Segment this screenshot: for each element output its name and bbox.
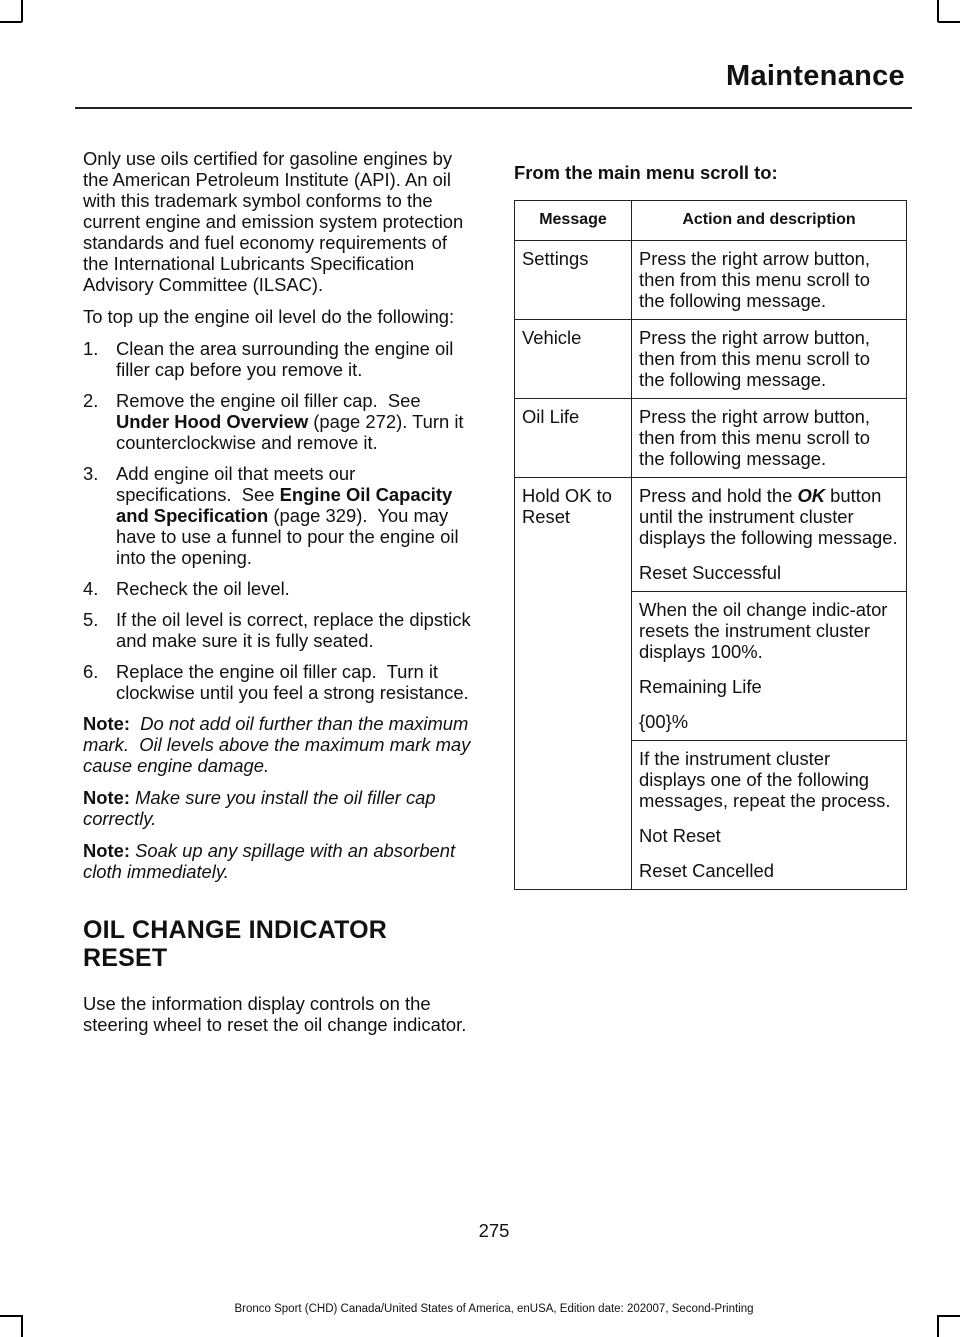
display-message: Not Reset bbox=[639, 825, 721, 846]
ok-key-label: OK bbox=[797, 485, 826, 506]
note-paragraph: Note: Do not add oil further than the maximum mark. Oil levels above the maximum mark may cause engine damage. bbox=[83, 713, 471, 776]
table-row bbox=[515, 399, 907, 478]
action-cell: Press and hold the OK button until the instrument cluster displays the following message. Reset Successful bbox=[632, 478, 907, 592]
engine-oil-capacity-link[interactable]: Engine Oil Capacity and Specification bbox=[116, 484, 453, 526]
page-number: 275 bbox=[478, 1220, 510, 1241]
display-message: Reset Successful bbox=[639, 562, 782, 583]
step-item: 6. Replace the engine oil filler cap. Turn it clockwise until you feel a strong resistance. bbox=[83, 661, 469, 703]
top-up-steps bbox=[83, 338, 475, 703]
table-header-row bbox=[515, 201, 907, 241]
table-row bbox=[515, 241, 907, 320]
oil-reset-table bbox=[514, 200, 907, 890]
display-message: Reset Cancelled bbox=[639, 860, 774, 881]
step-item: 3. Add engine oil that meets our specifications. See Engine Oil Capacity and Specification (page 329). You may have to use a funnel to pour the engine oil into the opening. bbox=[83, 463, 459, 568]
crop-mark bbox=[937, 1315, 939, 1337]
page-footer: Bronco Sport (CHD) Canada/United States of America, enUSA, Edition date: 202007, Second-Printing bbox=[234, 1303, 754, 1315]
action-cell: If the instrument cluster displays one of the following messages, repeat the process. Not Reset Reset Cancelled bbox=[632, 741, 907, 890]
step-item: 1. Clean the area surrounding the engine oil filler cap before you remove it. bbox=[83, 338, 454, 380]
page-title: Maintenance bbox=[726, 60, 905, 92]
action-cell: Press the right arrow button, then from this menu scroll to the following message. bbox=[632, 399, 907, 478]
action-cell: Press the right arrow button, then from this menu scroll to the following message. bbox=[632, 320, 907, 399]
note-paragraph: Note: Make sure you install the oil filler cap correctly. bbox=[83, 787, 436, 829]
section-body: Use the information display controls on the steering wheel to reset the oil change indicator. bbox=[83, 993, 467, 1035]
step-item: 5. If the oil level is correct, replace the dipstick and make sure it is fully seated. bbox=[83, 609, 471, 651]
section-heading: OIL CHANGE INDICATOR RESET bbox=[83, 916, 388, 972]
crop-mark bbox=[0, 1315, 22, 1317]
crop-mark bbox=[938, 21, 960, 23]
table-row bbox=[515, 320, 907, 399]
left-column bbox=[83, 148, 475, 1046]
oil-certification-paragraph: Only use oils certified for gasoline engines by the American Petroleum Institute (API). An oil with this trademark symbol conforms to the current engine and emission system protection standards and fuel economy requirements of the International Lubricants Specification Advisory Committee (ILSAC). bbox=[83, 148, 464, 295]
right-column bbox=[514, 162, 906, 890]
display-message: Remaining Life bbox=[639, 676, 762, 697]
action-cell: Press the right arrow button, then from this menu scroll to the following message. bbox=[632, 241, 907, 320]
crop-mark bbox=[0, 21, 22, 23]
message-cell: Vehicle bbox=[515, 320, 632, 399]
header-rule bbox=[75, 107, 912, 109]
message-cell: Oil Life bbox=[515, 399, 632, 478]
action-cell: When the oil change indic-ator resets the instrument cluster displays 100%. Remaining Life {00}% bbox=[632, 592, 907, 741]
column-header: Message bbox=[515, 201, 632, 241]
step-item: 4. Recheck the oil level. bbox=[83, 578, 290, 599]
step-item: 2. Remove the engine oil filler cap. See Under Hood Overview (page 272). Turn it counterclockwise and remove it. bbox=[83, 390, 464, 453]
message-cell: Hold OK to Reset bbox=[515, 478, 632, 890]
crop-mark bbox=[938, 1315, 960, 1317]
crop-mark bbox=[937, 0, 939, 22]
note-paragraph: Note: Soak up any spillage with an absorbent cloth immediately. bbox=[83, 840, 456, 882]
menu-scroll-lead: From the main menu scroll to: bbox=[514, 162, 778, 183]
column-header: Action and description bbox=[632, 201, 907, 241]
top-up-lead: To top up the engine oil level do the following: bbox=[83, 306, 455, 327]
crop-mark bbox=[21, 1315, 23, 1337]
crop-mark bbox=[21, 0, 23, 22]
message-cell: Settings bbox=[515, 241, 632, 320]
table-row bbox=[515, 478, 907, 592]
under-hood-overview-link[interactable]: Under Hood Overview bbox=[116, 411, 309, 432]
display-message: {00}% bbox=[639, 711, 689, 732]
